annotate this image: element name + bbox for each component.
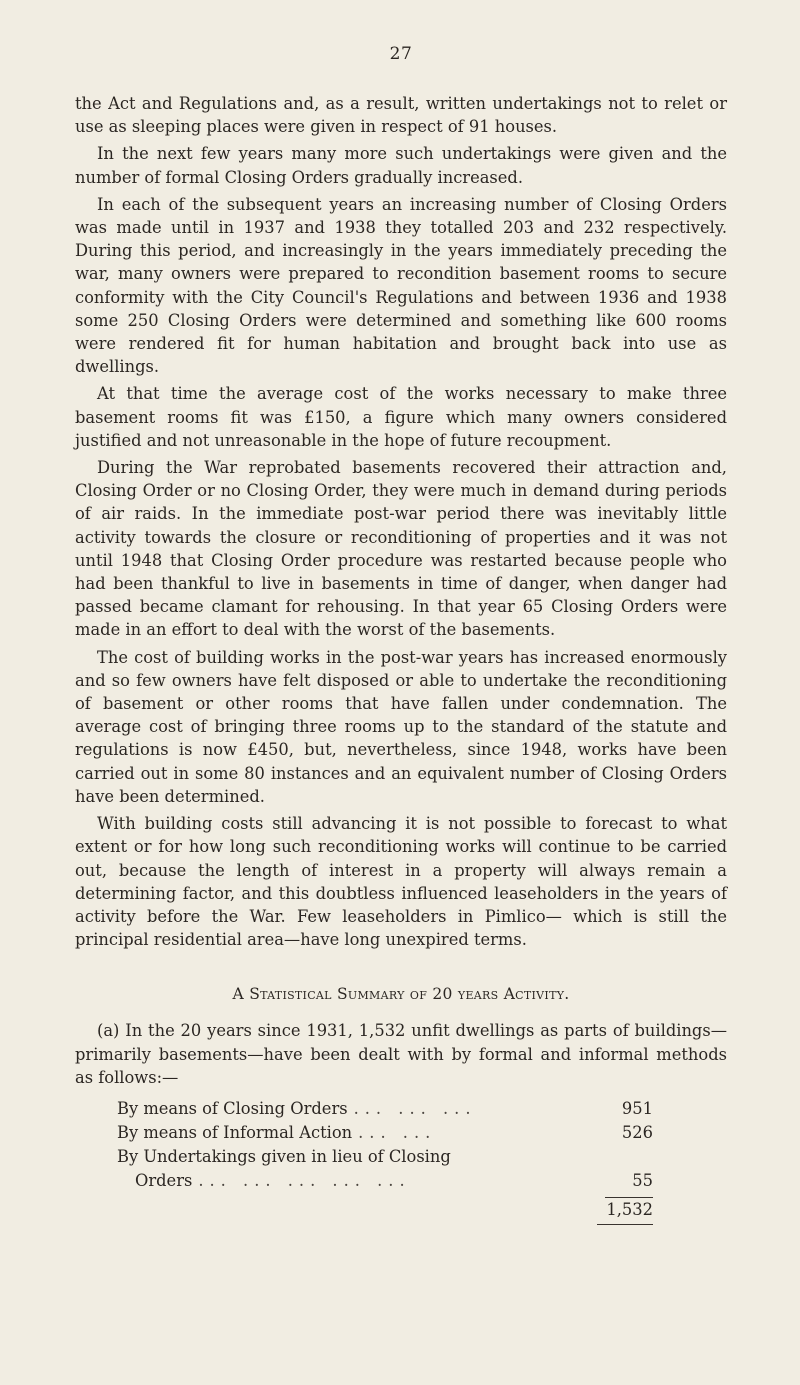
row-label: Orders [135, 1170, 193, 1190]
row-value: 526 [621, 1122, 653, 1142]
table-row [75, 1097, 727, 1121]
row-value: 55 [632, 1170, 653, 1190]
paragraph-6: The cost of building works in the post-war years has increased enormously and so few owners have felt disposed or able to undertake the reconditioning of basement or other rooms that have fallen under condemnation. The average cost of bringing three rooms up to the standard of the statute and regulations is now £450, but, nevertheless, since 1948, works have been carried out in some 80 instances and an equivalent number of Closing Orders have been determined. [75, 647, 727, 806]
table-row [75, 1121, 727, 1145]
row-leader-dots: ... ... ... ... ... [198, 1170, 411, 1190]
summary-intro: (a) In the 20 years since 1931, 1,532 unfit dwellings as parts of buildings—primarily basements—have been dealt with by formal and informal methods as follows:— [75, 1021, 727, 1087]
page-number: 27 [389, 44, 413, 64]
paragraph-2: In the next few years many more such undertakings were given and the number of formal Closing Orders gradually increased. [75, 144, 727, 187]
paragraph-7: With building costs still advancing it is not possible to forecast to what extent or for how long such reconditioning works will continue to be carried out, because the length of interest in a property will always remain a determining factor, and this doubtless influenced leaseholders in the years of activity before the War. Few leaseholders in Pimlico— which is still the principal residential area—have long unexpired terms. [75, 814, 727, 950]
total-rule [597, 1224, 653, 1225]
paragraph-1: the Act and Regulations and, as a result, written undertakings not to relet or use as sleeping places were given in respect of 91 houses. [75, 94, 727, 137]
document-page [75, 44, 727, 1225]
summary-table [75, 1097, 727, 1225]
paragraph-4: At that time the average cost of the works necessary to make three basement rooms fit was £150, a figure which many owners considered justified and not unreasonable in the hope of future recoupment. [75, 384, 727, 450]
row-label: By Undertakings given in lieu of Closing [117, 1146, 451, 1166]
row-label: By means of Informal Action [117, 1122, 353, 1142]
row-value: 951 [621, 1098, 653, 1118]
paragraph-5: During the War reprobated basements recovered their attraction and, Closing Order or no Closing Order, they were much in demand during periods of air raids. In the immediate post-war period there was inevitably little activity towards the closure or reconditioning of properties and it was not until 1948 that Closing Order procedure was restarted because people who had been thankful to live in basements in time of danger, when danger had passed became clamant for rehousing. In that year 65 Closing Orders were made in an effort to deal with the worst of the basements. [75, 458, 727, 640]
total-value: 1,532 [606, 1199, 653, 1219]
table-row [75, 1145, 727, 1169]
row-label: By means of Closing Orders [117, 1098, 348, 1118]
row-leader-dots: ... ... [358, 1122, 437, 1142]
row-leader-dots: ... ... ... [353, 1098, 477, 1118]
paragraph-3: In each of the subsequent years an increasing number of Closing Orders was made until in 1937 and 1938 they totalled 203 and 232 respectively. During this period, and increasingly in the years immediately preceding the war, many owners were prepared to recondition basement rooms to secure conformity with the City Council's Regulations and between 1936 and 1938 some 250 Closing Orders were determined and something like 600 rooms were rendered fit for human habitation and brought back into use as dwellings. [75, 194, 727, 377]
table-row [75, 1169, 727, 1193]
summary-heading: A Statistical Summary of 20 years Activity. [232, 985, 570, 1004]
